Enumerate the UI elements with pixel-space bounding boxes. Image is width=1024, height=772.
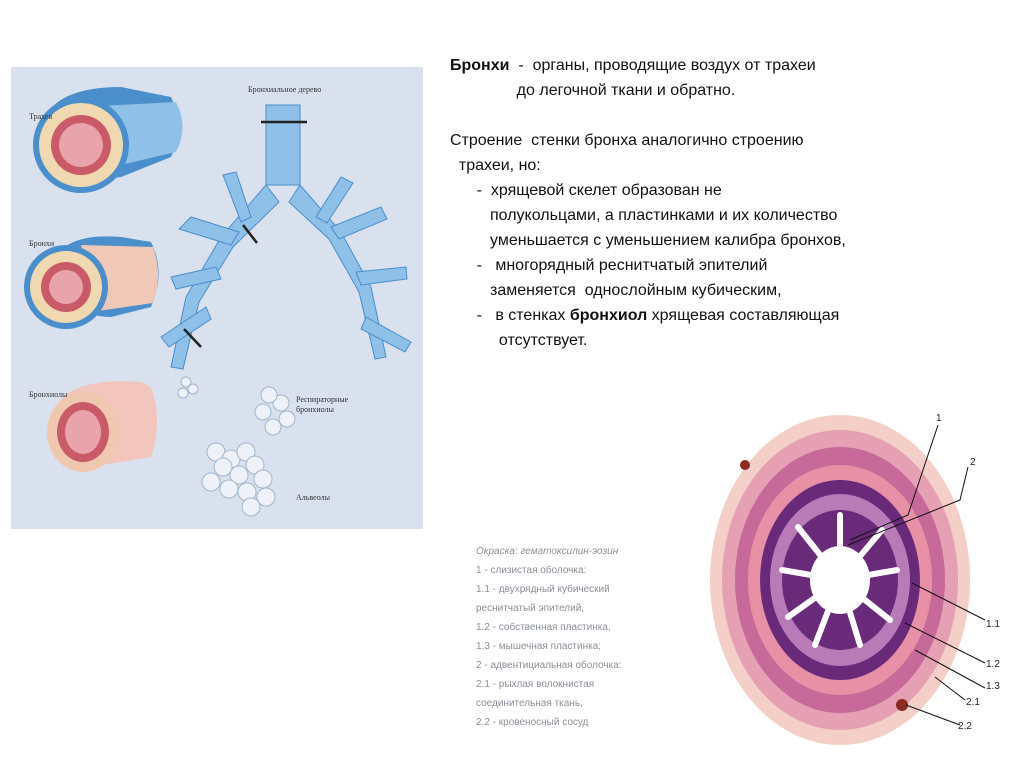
text-line-1: Бронхи - органы, проводящие воздух от трахеи bbox=[450, 57, 816, 74]
tree-trunk-icon bbox=[161, 105, 411, 369]
text-line-4: трахеи, но: bbox=[450, 157, 541, 174]
label-respiratory-1: Респираторные bbox=[296, 395, 349, 404]
bronchus-histology-image bbox=[700, 405, 1024, 767]
label-bronchioles: Бронхиолы bbox=[29, 390, 68, 399]
label-bronchi: Бронхи bbox=[29, 239, 55, 248]
legend-line: 2 - адвентициальная оболочка: bbox=[476, 660, 622, 671]
text-line-8: - многорядный реснитчатый эпителий bbox=[450, 257, 768, 274]
legend-line: соединительная ткань, bbox=[476, 698, 583, 709]
term-bronchi: Бронхи bbox=[450, 57, 510, 74]
bronchus-tube-icon bbox=[24, 236, 159, 329]
legend-line: 1 - слизистая оболочка: bbox=[476, 565, 587, 576]
text-spacer bbox=[450, 103, 1010, 128]
text-line-2: до легочной ткани и обратно. bbox=[450, 82, 736, 99]
main-text bbox=[450, 53, 1010, 353]
bronchial-tree-illustration bbox=[11, 67, 423, 529]
legend-line: 2.2 - кровеносный сосуд bbox=[476, 717, 589, 728]
histo-label-1-3: 1.3 bbox=[986, 681, 1000, 692]
legend-line: 2.1 - рыхлая волокнистая bbox=[476, 679, 595, 690]
text-line-6: полукольцами, а пластинками и их количество bbox=[450, 207, 838, 224]
histo-label-1-1: 1.1 bbox=[986, 619, 1000, 630]
text-line-11: отсутствует. bbox=[450, 332, 588, 349]
label-alveoli: Альвеолы bbox=[296, 493, 330, 502]
text-line-5: - хрящевой скелет образован не bbox=[450, 182, 722, 199]
text-line-10: - в стенках бронхиол хрящевая составляющая bbox=[450, 307, 840, 324]
bronchial-tree-drawing bbox=[11, 67, 423, 529]
label-respiratory-2: бронхиолы bbox=[296, 405, 334, 414]
legend-line: 1.3 - мышечная пластинка; bbox=[476, 641, 602, 652]
legend-title: Окраска: гематоксилин-эозин bbox=[476, 546, 619, 557]
legend-line: реснитчатый эпителий, bbox=[476, 603, 585, 614]
histo-label-2-1: 2.1 bbox=[966, 697, 980, 708]
legend-line: 1.2 - собственная пластинка, bbox=[476, 622, 611, 633]
histo-label-2: 2 bbox=[970, 457, 976, 468]
histo-label-2-2: 2.2 bbox=[958, 721, 972, 732]
label-trachea: Трахея bbox=[29, 112, 53, 121]
legend-line: 1.1 - двухрядный кубический bbox=[476, 584, 610, 595]
trachea-tube-icon bbox=[33, 87, 183, 193]
term-bronchioles: бронхиол bbox=[569, 307, 648, 324]
text-line-3: Строение стенки бронха аналогично строению bbox=[450, 132, 804, 149]
label-bronchial-tree: Бронхиальное дерево bbox=[248, 85, 322, 94]
histo-label-1: 1 bbox=[936, 413, 942, 424]
text-line-7: уменьшается с уменьшением калибра бронхов, bbox=[450, 232, 846, 249]
stain-legend bbox=[476, 542, 686, 732]
alveoli-cluster-icon bbox=[178, 377, 295, 516]
text-line-9: заменяется однослойным кубическим, bbox=[450, 282, 782, 299]
histo-label-1-2: 1.2 bbox=[986, 659, 1000, 670]
